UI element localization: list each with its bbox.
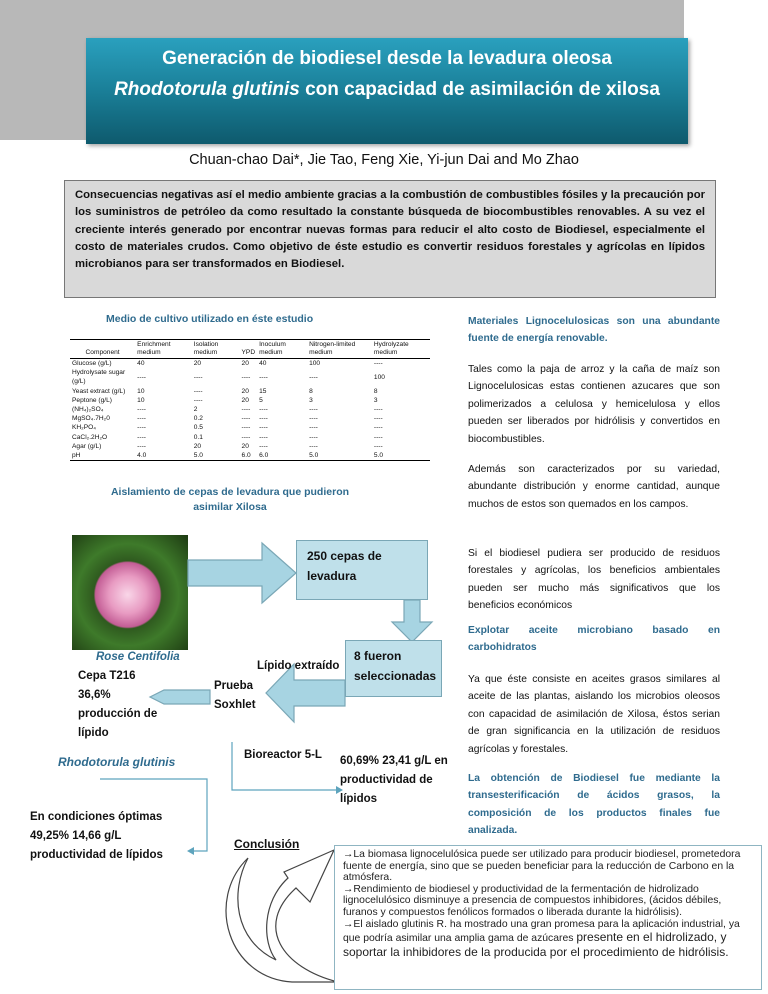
- media-table-cell: ----: [373, 415, 383, 423]
- media-table-cell: 6.0: [240, 451, 258, 461]
- rhodotorula-caption: Rhodotorula glutinis: [58, 755, 176, 769]
- media-table-cell: Peptone (g/L): [72, 396, 112, 404]
- media-table-cell: KH₂PO₄: [72, 424, 96, 432]
- media-table-cell: 4.0: [135, 451, 192, 461]
- right-paragraph-4: Ya que éste consiste en aceites grasos similares al aceite de las plantas, aislando los microbios oleosos con capacidad de asimilación de Xilosa, éstos serian de gran significancia en la utilización de residuos agrícolas y forestales.: [468, 674, 720, 755]
- media-table-cell: 3: [309, 396, 313, 404]
- conclusion-item-1: →La biomasa lignocelulósica puede ser utilizado para producir biodiesel, prometedora fuente de energía, sino que se pueden beneficiar para la reducción de Carbono en la atmósfera.: [343, 849, 741, 884]
- media-table-cell: ----: [137, 373, 146, 381]
- media-table-cell: ----: [259, 406, 268, 414]
- media-table-header: Hydrolyzate medium: [372, 340, 430, 359]
- media-table-cell: MgSO₄.7H₂0: [72, 415, 110, 423]
- curved-conclusion-arrow: [226, 850, 338, 982]
- media-table-header: Isolation medium: [192, 340, 240, 359]
- media-table-cell: ----: [137, 415, 146, 423]
- media-table-header: Nitrogen-limited medium: [307, 340, 372, 359]
- soxhlet-label: Prueba Soxhlet: [214, 680, 256, 711]
- media-table-cell: 20: [241, 387, 249, 395]
- media-table-cell: pH: [70, 451, 135, 461]
- media-table-cell: 10: [137, 387, 145, 395]
- media-table-cell: ----: [193, 387, 203, 395]
- media-table-cell: Yeast extract (g/L): [72, 387, 126, 395]
- media-table-cell: ----: [259, 424, 268, 432]
- media-table-cell: ----: [241, 424, 251, 432]
- media-table-cell: 5.0: [372, 451, 430, 461]
- conclusion-item-3a: →El aislado glutinis R. ha mostrado una gran promesa para la aplicación industrial, ya que podría asimilar una amplia gama de azúcares: [343, 918, 740, 945]
- media-table-cell: ----: [137, 406, 146, 414]
- bioreactor-result: 60,69% 23,41 g/L en productividad de lípidos: [340, 755, 448, 805]
- media-table-cell: 0.1: [193, 433, 203, 441]
- media-table-cell: 0.2: [193, 415, 203, 423]
- box-8-selected: 8 fueron seleccionadas: [345, 640, 442, 697]
- lipid-extracted-label: Lípido extraído: [257, 660, 340, 672]
- media-table-cell: ----: [259, 373, 268, 381]
- media-table-cell: ----: [241, 406, 251, 414]
- strain-t216-result: Cepa T216 36,6% producción de lípido: [78, 670, 158, 739]
- media-table-cell: 2: [193, 406, 198, 414]
- right-paragraph-3: Si el biodiesel pudiera ser producido de residuos forestales y agrícolas, los beneficios ambientales pueden ser mucho más significativos que los beneficios económicos: [468, 548, 720, 612]
- media-table-cell: 100: [373, 373, 385, 381]
- abstract-box: Consecuencias negativas así el medio ambiente gracias a la combustión de combustibles fósiles y la precaución por los suministros de petróleo da como resultado la constante búsqueda de biocombustibles renovables. A su vez el creciente interés generado por encontrar nuevas formas para reducir el alto costo de Biodiesel, especialmente el costo de materiales crudos. Como objetivo de éste estudio es convertir residuos forestales y agrícolas en lípidos microbianos para ser transformados en Biodiesel.: [64, 180, 716, 298]
- media-table-cell: 20: [241, 360, 249, 367]
- media-table-cell: ----: [309, 442, 318, 450]
- box-250-strains: 250 cepas de levadura: [296, 540, 428, 600]
- arrow-box1-to-box2: [392, 600, 432, 642]
- media-table-cell: ----: [373, 442, 383, 450]
- media-table-cell: ----: [259, 442, 268, 450]
- media-table-cell: ----: [193, 396, 203, 404]
- media-table-cell: 10: [137, 396, 145, 404]
- media-table-cell: ----: [241, 433, 251, 441]
- media-table-cell: ----: [137, 433, 146, 441]
- authors: Chuan-chao Dai*, Jie Tao, Feng Xie, Yi-jun Dai and Mo Zhao: [189, 152, 579, 168]
- media-table-cell: 8: [373, 387, 378, 395]
- conclusion-box: [334, 845, 762, 990]
- media-table-header: Enrichment medium: [135, 340, 192, 359]
- media-table-header: Inoculum medium: [257, 340, 307, 359]
- title-species: Rhodotorula glutinis: [114, 79, 300, 100]
- arrow-soxhlet-to-strain: [150, 690, 210, 704]
- isolation-caption: Aislamiento de cepas de levadura que pudieron asimilar Xilosa: [110, 486, 350, 513]
- arrow-photo-to-box1: [188, 543, 296, 603]
- media-table-cell: 3: [373, 396, 378, 404]
- media-table-cell: 100: [309, 360, 321, 367]
- media-table-cell: ----: [309, 373, 318, 381]
- media-table-cell: (NH₄)₂SO₄: [72, 406, 104, 414]
- media-table-cell: 5.0: [307, 451, 372, 461]
- conclusion-item-3: [343, 919, 755, 960]
- media-table-cell: ----: [373, 424, 383, 432]
- conclusion-item-3b: presente en el hidrolizado, y soportar la inhibidores de la producida por el procedimiento de hidrólisis.: [343, 930, 729, 959]
- media-table-cell: Hydrolysate sugar (g/L): [72, 369, 126, 386]
- optimal-conditions-result: En condiciones óptimas 49,25% 14,66 g/L productividad de lípidos: [30, 811, 163, 861]
- right-paragraph-2: Además son caracterizados por su variedad, abundante distribución y enorme cantidad, aunque muchos de estos son quemados en los campos.: [468, 464, 720, 510]
- media-table-cell: 6.0: [257, 451, 307, 461]
- media-table-cell: 5.0: [192, 451, 240, 461]
- media-table-cell: CaCl₂.2H₂O: [72, 433, 108, 441]
- media-table-cell: 20: [241, 442, 249, 450]
- media-table-cell: ----: [309, 433, 318, 441]
- media-table-cell: 15: [259, 387, 267, 395]
- media-table-cell: 20: [193, 442, 202, 450]
- media-table-cell: ----: [309, 424, 318, 432]
- media-table-cell: ----: [193, 373, 203, 381]
- right-heading-1: Materiales Lignocelulosicas son una abundante fuente de energía renovable.: [468, 316, 720, 345]
- media-table-cell: ----: [259, 415, 268, 423]
- media-table-header: Component: [70, 340, 135, 359]
- media-table-cell: ----: [241, 373, 251, 381]
- connector-to-optimal-head: [187, 847, 194, 855]
- title-line-1: Generación de biodiesel desde la levadura oleosa: [162, 48, 612, 69]
- media-table-cell: ----: [309, 406, 318, 414]
- title-line-2-rest: con capacidad de asimilación de xilosa: [299, 79, 660, 100]
- right-heading-3: La obtención de Biodiesel fue mediante la transesterificación de ácidos grasos, la composición de los productos finales fue analizada.: [468, 773, 720, 837]
- media-table-cell: ----: [241, 415, 251, 423]
- media-table-cell: 20: [241, 396, 249, 404]
- rose-caption: Rose Centifolia: [96, 651, 180, 663]
- media-table-cell: 0.5: [193, 424, 203, 432]
- media-table-cell: ----: [259, 433, 268, 441]
- right-paragraph-1: Tales como la paja de arroz y la caña de maíz son Lignocelulosicas estas contienen azucares que son polimerizados a celulosa y hemicelulosa y ellos pueden ser liberados por hidrólisis y convertidos en biocombustibles.: [468, 364, 720, 445]
- media-table-cell: ----: [309, 415, 318, 423]
- bioreactor-label: Bioreactor 5-L: [244, 749, 322, 761]
- media-table-cell: Agar (g/L): [72, 442, 102, 450]
- media-table-cell: 40: [259, 360, 267, 367]
- media-table-cell: ----: [137, 424, 146, 432]
- right-heading-2: Explotar aceite microbiano basado en carbohidratos: [468, 625, 720, 654]
- media-table-title: Medio de cultivo utilizado en éste estudio: [106, 313, 314, 325]
- conclusion-label: Conclusión: [234, 837, 300, 851]
- media-table-cell: ----: [373, 406, 383, 414]
- media-table-cell: Glucose (g/L): [72, 360, 112, 367]
- media-table-cell: ----: [373, 433, 383, 441]
- conclusion-item-2: →Rendimiento de biodiesel y productividad de la fermentación de hidrolizado lignocelulósico disminuye a presencia de compuestos inhibidores, (ácidos débiles, furanos y compuestos fenólicos formados o liberada durante la hidrólisis).: [343, 883, 722, 918]
- media-table-cell: 5: [259, 396, 263, 404]
- media-table-cell: ----: [373, 360, 383, 367]
- media-table-cell: 8: [309, 387, 313, 395]
- media-table-cell: 20: [193, 360, 202, 367]
- media-table-cell: ----: [137, 442, 146, 450]
- media-table-header: YPD: [240, 340, 258, 359]
- media-table-cell: 40: [137, 360, 145, 367]
